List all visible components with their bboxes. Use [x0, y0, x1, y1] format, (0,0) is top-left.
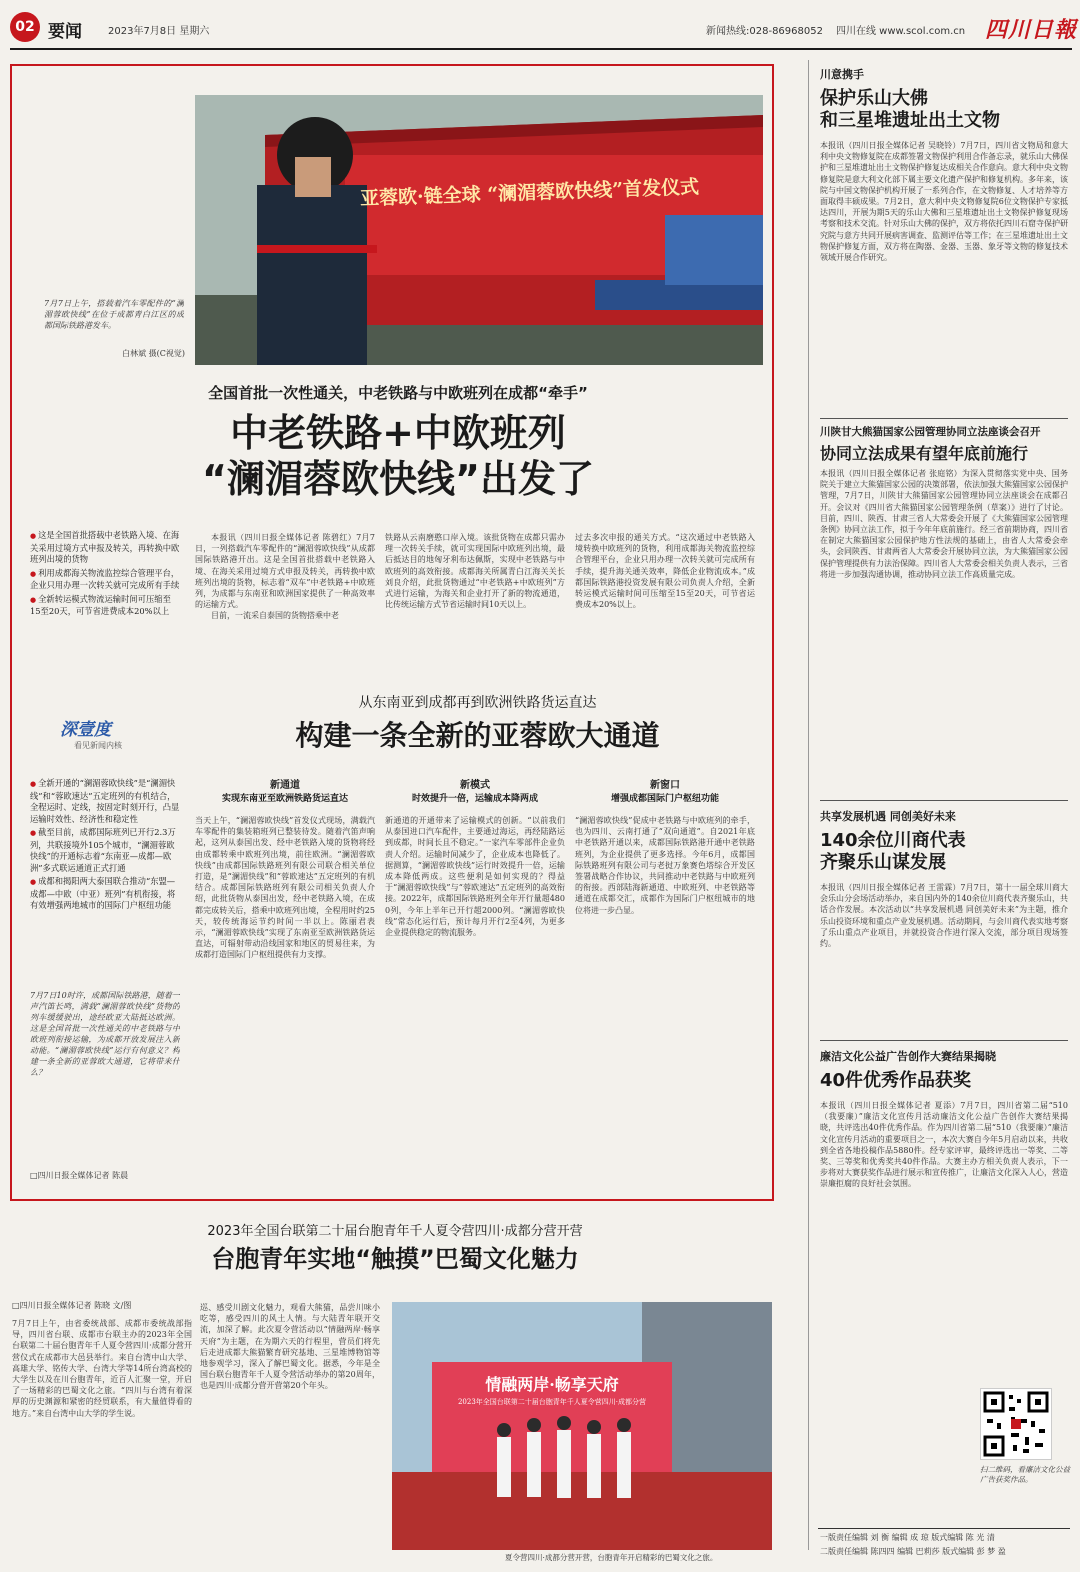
issue-date: 2023年7月8日 星期六 [108, 26, 210, 37]
side-bullet: ● 截至目前，成都国际班列已开行2.3万列，共联接境外105个城市，“澜湄蓉欧快线”的开通标志着“东南亚—成都—欧洲”多式联运通道正式打通 [30, 827, 180, 874]
qr-caption: 扫二维码，看廉洁文化公益广告获奖作品。 [980, 1465, 1070, 1484]
right-a3-title2: 齐聚乐山谋发展 [820, 852, 946, 873]
section-name: 要闻 [48, 22, 82, 42]
subhead-1 [195, 776, 375, 804]
right-a2-title: 协同立法成果有望年底前施行 [820, 444, 1029, 463]
subhead-3 [575, 776, 755, 804]
footer-credits-row2: 二版责任编辑 陈四四 编辑 巴莉莎 版式编辑 彭 梦 盈 [820, 1547, 1006, 1556]
side-bullet: ● 全新开通的“澜湄蓉欧快线”是“澜湄快线”和“蓉欧速达”五定班列的有机结合，全程运时、定线，按固定时刻开行，凸显运输时效性、经济性和稳定性 [30, 778, 180, 825]
camp-banner-sub: 2023年全国台联第二十届台胞青年千人夏令营四川·成都分营 [457, 1398, 647, 1406]
lead-photo-caption: 7月7日上午，搭载着汽车零配件的“澜湄蓉欧快线”在位于成都青白江区的成都国际铁路港发车。 [44, 299, 184, 330]
lead-bullet: ● 这是全国首批搭载中老铁路入境、在海关采用过境方式申报及转关，再转换中欧班列出境的货物 [30, 530, 180, 566]
subhead-sub: 时效提升一倍，运输成本降两成 [411, 794, 538, 804]
right-a1-title1: 保护乐山大佛 [820, 88, 928, 109]
website: 四川在线 www.scol.com.cn [836, 26, 966, 37]
side-paragraph: 7月7日10时许，成都国际铁路港，随着一声汽笛长鸣，满载“澜湄蓉欧快线”货物的列车缓缓驶出，途经欧亚大陆抵达欧洲。这是全国首批一次性通关的中老铁路与中欧班列衔接运输，为成都开放发展注入新动能。“澜湄蓉欧快线”运行有何意义？构建一条全新的亚蓉欧大通道，它将带来什么？ [30, 991, 180, 1077]
footer-credits-row1: 一版责任编辑 刘 衡 编辑 成 琼 版式编辑 陈 光 清 [820, 1533, 995, 1542]
taiwan-photo-caption: 夏令营四川·成都分营开营，台胞青年开启精彩的巴蜀文化之旅。 [505, 1553, 718, 1562]
byline-square-icon: □ [12, 1301, 20, 1310]
right-a1-title2: 和三星堆遗址出土文物 [820, 110, 1000, 131]
taiwan-byline-text: 四川日报全媒体记者 陈晓 文/图 [19, 1301, 132, 1310]
qr-code-icon [981, 1389, 1051, 1459]
right-a4-body: 本报讯（四川日报全媒体记者 夏添）7月7日，四川省第二届“510（我要廉）”廉洁文化宣传月活动廉洁文化公益广告创作大赛结果揭晓，共评选出40件优秀作品。作为四川省第二届“510（我要廉）”廉洁文化宣传月活动的重要项目之一，本次大赛自今年5月启动以来，共收到全省各地投稿作品5880件。经专家评审，最终评选出一等奖、二等奖、三等奖和优秀奖共40件作品。大赛主办方相关负责人表示，下一步将对大赛获奖作品进行展示和宣传推广，让廉洁文化深入人心，营造崇廉拒腐的良好社会氛围。 [820, 1101, 1068, 1189]
camp-illustration [392, 1302, 772, 1550]
side-byline [30, 1170, 180, 1181]
side-bullets [30, 778, 180, 914]
sub-kicker: 从东南亚到成都再到欧洲铁路货运直达 [358, 695, 597, 711]
taiwan-title: 台胞青年实地“触摸”巴蜀文化魅力 [211, 1245, 579, 1273]
right-a4-kicker: 廉洁文化公益广告创作大赛结果揭晓 [820, 1050, 996, 1063]
lead-photo [195, 95, 763, 365]
subhead-title: 新通道 [270, 780, 300, 791]
right-rule [820, 418, 1068, 419]
deep-tag-name: 深壹度 [60, 720, 111, 740]
deep-tag-sub: 看见新闻内核 [74, 741, 122, 750]
lead-bullets [30, 530, 180, 620]
right-rule [820, 800, 1068, 801]
lead-photo-credit: 白林斌 摄(C视觉) [122, 349, 185, 358]
page-number-badge: 02 [10, 12, 40, 42]
right-a2-kicker: 川陕甘大熊猫国家公园管理协同立法座谈会召开 [820, 426, 1041, 438]
taiwan-body-col2: 巡、感受川剧文化魅力，观看大熊猫，品尝川味小吃等，感受四川的风土人情。与大陆青年联开交流，加深了解。此次夏令营活动以“情融两岸·畅享天府”为主题，在为期六天的行程里，营员们将先后走进成都大熊猫繁育研究基地、三星堆博物馆等地参观学习，深入了解巴蜀文化。据悉，今年是全国台联台胞青年千人夏令营活动举办的第20周年，也是四川·成都分营开营第20个年头。 [200, 1303, 380, 1391]
right-rule [820, 1040, 1068, 1041]
masthead-logo: 四川日報 [985, 17, 1078, 43]
train-banner-text: 亚蓉欧·链全球 “澜湄蓉欧快线”首发仪式 [359, 176, 700, 210]
lead-bullet: ● 全新转运模式物流运输时间可压缩至15至20天，可节省进费成本20%以上 [30, 594, 180, 618]
subhead-2 [385, 776, 565, 804]
subhead-title: 新模式 [460, 780, 490, 791]
right-a2-body: 本报讯（四川日报全媒体记者 张庭铭）为深入贯彻落实党中央、国务院关于建立大熊猫国家公园的决策部署，依法加强大熊猫国家公园保护管理，7月7日，川陕甘大熊猫国家公园管理协同立法座谈会在成都召开。会议对《四川省大熊猫国家公园管理条例（草案）》进行了讨论。目前，四川、陕西、甘肃三省人大常委会开展了《大熊猫国家公园管理条例》协同立法工作，拟于今年年底前施行。经三省前期协商，四川省在制定大熊猫国家公园保护地方性法规的基础上，由省人大常委会牵头，会同陕西、甘肃两省人大常委会开展协同立法，为大熊猫国家公园保护管理提供有力法治保障。四川省人大常委会相关负责人表示，三省将进一步加强沟通协调，推动协同立法工作高质量完成。 [820, 469, 1068, 579]
news-hotline: 新闻热线:028-86968052 [706, 26, 823, 37]
subhead-sub: 增强成都国际门户枢纽功能 [610, 794, 719, 804]
lead-body-col2: 铁路从云南磨憨口岸入境。该批货物在成都只需办理一次转关手续，就可实现国际中欧班列出境，最后抵达目的地匈牙利布达佩斯，实现中老铁路与中欧班列的高效衔接。成都海关所属青白江海关关长刘良介绍，此批货物通过“中老铁路+中欧班列”方式进行运输，为海关和企业打开了新的物流通道，比传统运输方式节省运输时间10天以上。 [385, 533, 565, 610]
lead-body-para: 本报讯（四川日报全媒体记者 陈碧红）7月7日，一列搭载汽车零配件的“澜湄蓉欧快线”从成都国际铁路港开出。这是全国首批搭载中老铁路入境、在海关采用过境方式申报及转关，再转换中欧班列出境的货物，标志着“双车”中老铁路+中欧班列，为成都与东南亚和欧洲国家提供了一种高效率的运输方式。 [195, 533, 375, 610]
train-illustration [195, 95, 763, 365]
taiwan-photo [392, 1302, 772, 1550]
right-a3-title1: 140余位川商代表 [820, 830, 966, 851]
qr-code [980, 1388, 1052, 1460]
camp-banner-title: 情融两岸·畅享天府 [485, 1375, 619, 1394]
lead-title-line2: “澜湄蓉欧快线”出发了 [202, 457, 594, 501]
lead-body-col1 [195, 532, 375, 664]
right-a1-body: 本报讯（四川日报全媒体记者 吴晓铃）7月7日，四川省文物局和意大利中央文物修复院在成都签署文物保护利用合作备忘录，就乐山大佛保护和三星堆遗址出土文物保护修复达成相关合作意向。意大利中央文物修复院是意大利文化部下属主要文化遗产保护和修复机构。多年来，该院与中国文物保护机构开展了一系列合作，在文物修复、人才培养等方面取得丰硕成果。7月2日，意大利中央文物修复院6位文物保护专家抵达四川，开展为期5天的乐山大佛和三星堆遗址出土文物保护修复现场考察和技术交流。针对乐山大佛的保护，双方将依托四川石窟寺保护研究院与意方共同开展病害调查、监测评估等工作；在三星堆遗址出土文物保护修复方面，双方将在陶器、金器、玉器、象牙等文物的修复技术领域开展合作研究。 [820, 141, 1068, 263]
taiwan-byline [12, 1300, 192, 1311]
sub-title: 构建一条全新的亚蓉欧大通道 [295, 719, 660, 752]
lead-body-para: 目前，一流采自泰国的货物搭乘中老 [211, 611, 339, 621]
sub-body-col2: 新通道的开通带来了运输模式的创新。“以前我们从泰国进口汽车配件，主要通过海运，再经陆路运到成都，时间长且不稳定。”一家汽车零部件企业负责人介绍。运输时间减少了，企业成本也降低了。据测算，“澜湄蓉欧快线”运行时效提升一倍，运输成本降低两成。这些便利是如何实现的？得益于“澜湄蓉欧快线”与“蓉欧速达”五定班列的高效衔接。2022年，成都国际铁路班列全年开行量超4800列，今年上半年已开行超2000列。“澜湄蓉欧快线”常态化运行后，预计每月开行2至4列，为更多企业提供稳定的物流服务。 [385, 816, 565, 938]
lead-kicker: 全国首批一次性通关，中老铁路与中欧班列在成都“牵手” [208, 384, 588, 402]
side-bullet: ● 成都和揭阳两大泰国联合推动“东盟—成都—中欧（中亚）班列”有机衔接，将有效增强两地城市的国际门户枢纽功能 [30, 876, 180, 912]
right-a4-title: 40件优秀作品获奖 [820, 1070, 972, 1091]
sub-body-col1: 当天上午，“澜湄蓉欧快线”首发仪式现场，满载汽车零配件的集装箱班列已整装待发。随着汽笛声响起，这列从泰国出发、经中老铁路入境的货物将经由成都转乘中欧班列出境，前往欧洲。“澜湄蓉欧快线”由成都国际铁路班列有限公司联合相关单位打造，是“澜湄快线”和“蓉欧速达”五定班列的有机结合。成都国际铁路班列有限公司相关负责人介绍，此批货物从泰国出发，经中老铁路入境，在成都完成转关后，搭乘中欧班列出境，全程用时约25天，较传统海运节约时间一半以上。陈丽君表示，“澜湄蓉欧快线”实现了东南亚至欧洲铁路货运直达，可辐射带动沿线国家和地区的贸易往来，为成都打造国际门户枢纽提供有力支撑。 [195, 816, 375, 960]
header-rule [10, 48, 1072, 50]
lead-bullet: ● 利用成都海关物流监控综合管理平台，企业只用办理一次转关就可完成所有手续 [30, 568, 180, 592]
right-a3-body: 本报讯（四川日报全媒体记者 王雷霖）7月7日，第十一届全球川商大会乐山分会场活动举办，来自国内外的140余位川商代表齐聚乐山，共话合作发展。本次活动以“共享发展机遇 同创美好未来”为主题，推介乐山投资环境和重点产业发展机遇。活动期间，与会川商代表实地考察了乐山重点产业项目，并就投资合作进行深入交流，部分项目现场签约。 [820, 883, 1068, 949]
side-byline-text: 四川日报全媒体记者 陈晨 [37, 1171, 129, 1180]
byline-square-icon: □ [30, 1171, 38, 1180]
subhead-title: 新窗口 [650, 780, 680, 791]
right-a3-kicker: 共享发展机遇 同创美好未来 [820, 810, 956, 823]
lead-title-line1: 中老铁路+中欧班列 [230, 411, 566, 455]
sub-body-col3: “澜湄蓉欧快线”促成中老铁路与中欧班列的牵手，也为四川、云南打通了“双向通道”。自2021年底中老铁路开通以来，成都国际铁路港开通中老铁路班列，为企业提供了更多选择。今年6月，成都国际铁路班列有限公司与老挝万象赛色塔综合开发区签署战略合作协议，共同推动中老铁路与中欧班列的衔接。西部陆海新通道、中欧班列、中老铁路等通道在成都交汇，成都作为国际门户枢纽城市的地位将进一步凸显。 [575, 816, 755, 915]
deep-tag [60, 715, 160, 751]
taiwan-kicker: 2023年全国台联第二十届台胞青年千人夏令营四川·成都分营开营 [207, 1224, 583, 1239]
taiwan-body-col1: 7月7日上午，由省委统战部、成都市委统战部指导，四川省台联、成都市台联主办的2023年全国台联第二十届台胞青年千人夏令营四川·成都分营开营仪式在成都市大邑县举行。来自台湾中山大学、高雄大学、铭传大学、台湾大学等14所台湾高校的大学生以及在川台胞青年，近百人汇聚一堂，开启了一场精彩的巴蜀文化之旅。“四川与台湾有着深厚的历史渊源和紧密的经贸联系，有大量值得看的地方。”来自台湾中山大学的学生说。 [12, 1319, 192, 1418]
right-a1-kicker: 川意携手 [820, 68, 864, 81]
footer-rule [818, 1528, 1070, 1529]
subhead-sub: 实现东南亚至欧洲铁路货运直达 [221, 794, 348, 804]
lead-body-col3: 过去多次申报的通关方式。“这次通过中老铁路入境转换中欧班列的货物，利用成都海关物流监控综合管理平台，企业只用办理一次转关就可完成所有手续，提升海关通关效率，降低企业物流成本。”成都国际铁路港投资发展有限公司负责人介绍，全新转运模式运输时间可压缩至15至20天，可节省运费成本20%以上。 [575, 533, 755, 610]
right-col-divider [808, 60, 809, 1550]
